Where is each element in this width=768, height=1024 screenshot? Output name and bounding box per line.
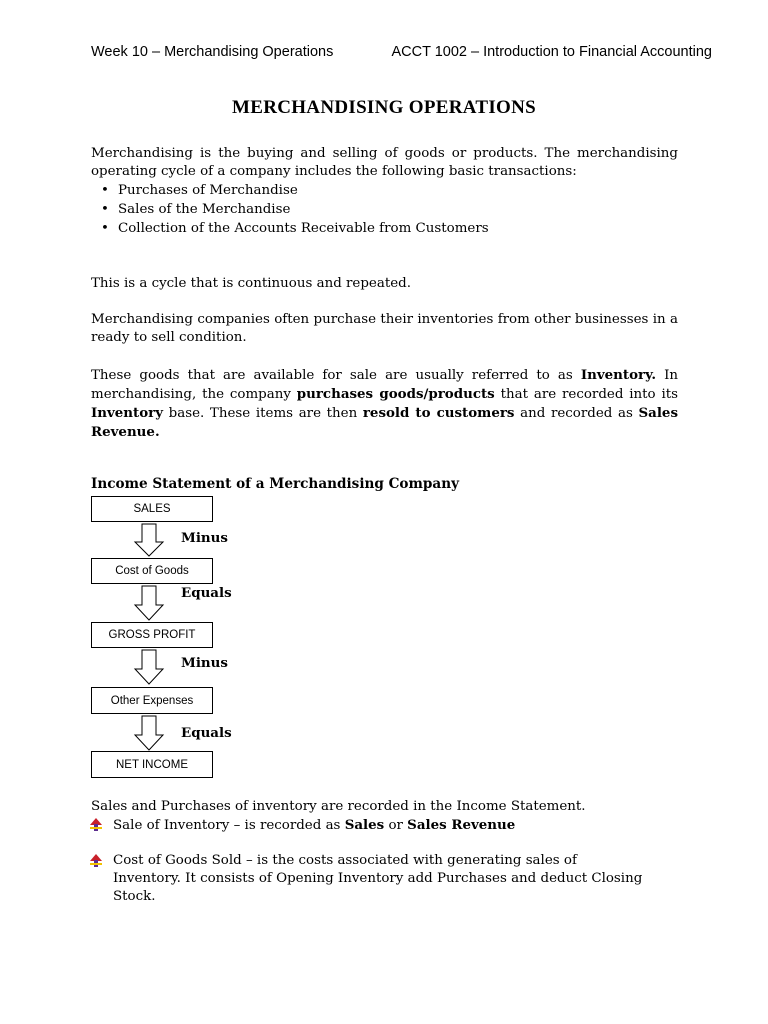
text-run: and recorded as xyxy=(514,406,639,421)
intro-paragraph: Merchandising is the buying and selling of goods or products. The merchandising operating cycle of a company includes the following basic transactions: xyxy=(91,146,678,179)
sales-box: SALES xyxy=(91,496,213,522)
operator-minus: Minus xyxy=(181,530,228,546)
bullet-arrow-icon xyxy=(89,854,103,867)
net-income-box: NET INCOME xyxy=(91,751,213,778)
text-run: that are recorded into its xyxy=(494,387,679,402)
list-item: • Purchases of Merchandise xyxy=(118,181,678,200)
arrow-down-icon xyxy=(133,715,165,751)
bold-term: Sales xyxy=(344,817,385,833)
operator-equals: Equals xyxy=(181,585,232,601)
transaction-list xyxy=(91,181,678,238)
arrow-down-icon xyxy=(133,585,165,621)
other-expenses-box: Other Expenses xyxy=(91,687,213,714)
bold-term: resold to customers xyxy=(362,405,515,421)
page-header xyxy=(91,44,712,60)
text-run: or xyxy=(384,818,408,833)
header-course: ACCT 1002 – Introduction to Financial Accounting xyxy=(391,44,712,60)
sale-of-inventory-item xyxy=(89,816,649,835)
header-week: Week 10 – Merchandising Operations xyxy=(91,44,334,60)
item-text xyxy=(89,816,649,835)
text-run: In merchandising, the company xyxy=(91,368,679,402)
purchase-note: Merchandising companies often purchase their inventories from other businesses in a ready to sell condition. xyxy=(91,312,678,345)
item-text: Cost of Goods Sold – is the costs associated with generating sales of Inventory. It consists of Opening Inventory add Purchases and deduct Closing Stock. xyxy=(113,853,643,904)
bold-term: Sales Revenue. xyxy=(91,405,678,440)
list-item: • Collection of the Accounts Receivable from Customers xyxy=(118,219,678,238)
cost-of-goods-box: Cost of Goods xyxy=(91,558,213,584)
bullet-arrow-icon xyxy=(89,818,103,831)
intro-section xyxy=(91,145,678,238)
page-title: MERCHANDISING OPERATIONS xyxy=(231,97,537,118)
operator-minus: Minus xyxy=(181,655,228,671)
inventory-paragraph xyxy=(91,366,678,442)
income-statement-heading: Income Statement of a Merchandising Company xyxy=(91,476,459,492)
bold-term: purchases goods/products xyxy=(296,386,495,402)
bold-term: Inventory. xyxy=(580,367,656,383)
bold-term: Inventory xyxy=(91,405,163,421)
text-run: base. These items are then xyxy=(163,406,363,421)
cycle-note: This is a cycle that is continuous and repeated. xyxy=(91,276,411,291)
list-item: • Sales of the Merchandise xyxy=(118,200,678,219)
bold-term: Sales Revenue xyxy=(407,817,516,833)
arrow-down-icon xyxy=(133,649,165,685)
recorded-note: Sales and Purchases of inventory are recorded in the Income Statement. xyxy=(91,799,586,814)
gross-profit-box: GROSS PROFIT xyxy=(91,622,213,648)
arrow-down-icon xyxy=(133,523,165,557)
text-run: These goods that are available for sale are usually referred to as xyxy=(91,368,581,383)
cost-of-goods-sold-item xyxy=(89,852,649,906)
text-run: Sale of Inventory – is recorded as xyxy=(113,818,345,833)
operator-equals: Equals xyxy=(181,725,232,741)
